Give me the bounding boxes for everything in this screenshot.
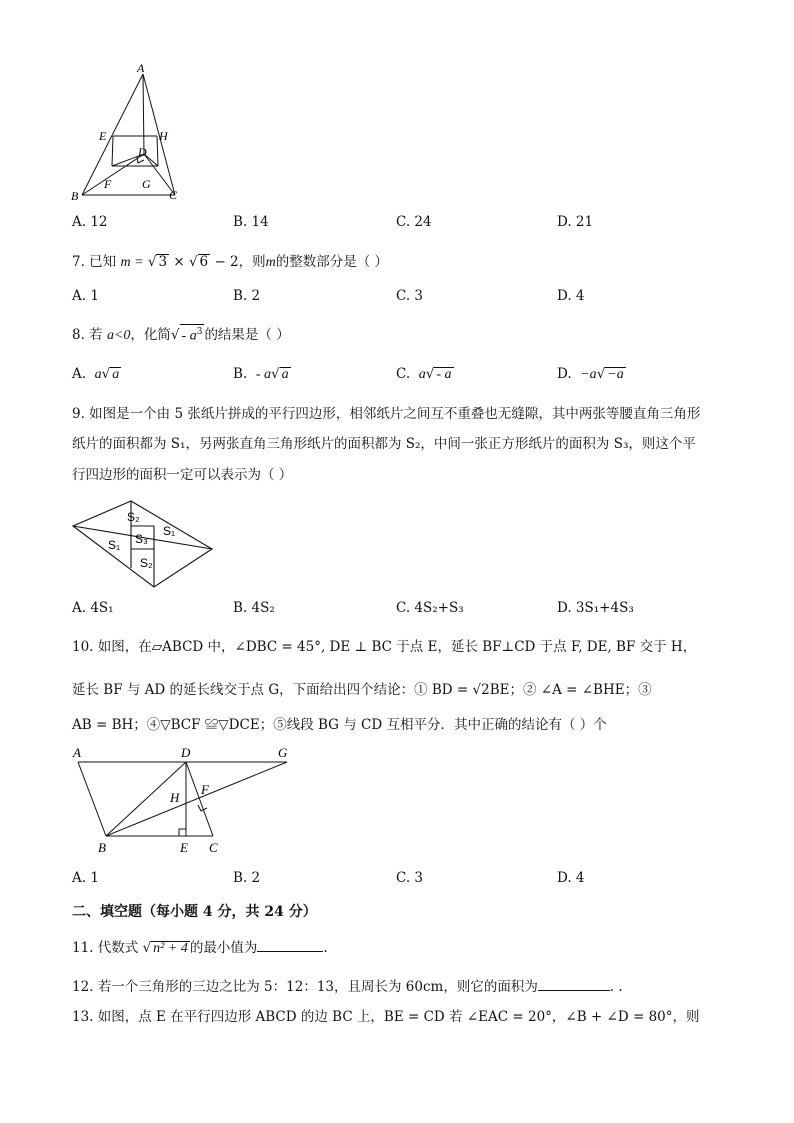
q11-sqrt: √ n² + 4 [142,940,188,956]
label-A: A [73,745,81,760]
q8-cond: a<0 [106,328,131,343]
label-B: B [71,189,79,203]
q7-sqrt-b: √ 6 [188,254,209,270]
label-s2-top: S₂ [127,510,140,524]
q8-stem [72,323,290,344]
label-s1-right: S₁ [163,524,176,538]
label-s2-bottom: S₂ [140,556,153,570]
q11-answer-blank[interactable] [257,939,323,952]
label-G: G [278,745,288,760]
q10-line1: 10. 如图，在▱ABCD 中，∠DBC = 45°, DE ⊥ BC 于点 E，延长 BF⊥CD 于点 F, DE, BF 交于 H， [72,639,697,655]
q6-option-a: A. 12 [72,214,108,230]
q11-stem: 11. 代数式 √ n² + 4 的最小值为 . [72,940,328,956]
q8-option-d: D. −a√ −a [557,366,624,382]
q7-expr-lhs: m = [120,255,144,270]
q7-option-a: A. 1 [72,288,99,304]
q8-option-c: C. a√ - a [396,366,452,382]
figure-q9-parallelogram [70,498,216,590]
q13-stem: 13. 如图，点 E 在平行四边形 ABCD 的边 BC 上，BE = CD 若 ∠EAC = 20°，∠B + ∠D = 80°，则 [72,1009,700,1025]
q7-stem [72,250,388,271]
label-s3: S₃ [135,532,148,546]
q7-stem-end: 的整数部分是（ ） [275,254,389,270]
q8-option-a: A. a√ a [72,366,120,382]
q10-option-c: C. 3 [396,870,424,886]
q12-answer-blank[interactable] [538,978,610,991]
q7-option-d: D. 4 [557,288,585,304]
label-F: F [201,782,209,797]
label-E: E [99,129,107,143]
figure-q10-parallelogram [70,740,302,860]
q7-times: × [173,254,185,270]
label-E: E [180,840,188,855]
label-A: A [137,61,145,75]
q10-line3: AB = BH；④▽BCF ≌▽DCE；⑤线段 BG 与 CD 互相平分．其中正确的结论有（ ）个 [72,717,607,733]
q6-option-c: C. 24 [396,214,432,230]
q7-var: m [265,255,276,270]
label-B: B [98,840,106,855]
q9-line1: 9. 如图是一个由 5 张纸片拼成的平行四边形，相邻纸片之间互不重叠也无缝隙，其中两张等腰直角三角形 [72,406,701,422]
q10-option-b: B. 2 [233,870,261,886]
q9-option-d: D. 3S₁+4S₃ [557,600,634,616]
q9-option-a: A. 4S₁ [72,600,114,616]
label-C: C [169,188,178,202]
q12-stem: 12. 若一个三角形的三边之比为 5：12：13，且周长为 60cm，则它的面积为 . . [72,979,623,995]
q10-line2: 延长 BF 与 AD 的延长线交于点 G，下面给出四个结论：① BD = √2BE；② ∠A = ∠BHE；③ [72,682,652,698]
q7-stem-before: 7. 已知 [72,254,117,270]
section-heading: 二、填空题（每小题 4 分，共 24 分） [72,904,317,920]
q9-option-b: B. 4S₂ [233,600,275,616]
q7-sqrt-a: √ 3 [147,254,168,270]
label-D: D [138,145,147,159]
q9-line3: 行四边形的面积一定可以表示为（ ） [72,467,293,483]
label-G: G [142,177,151,191]
label-s1-left: S₁ [108,538,121,552]
q8-option-b: B. - a√ a [233,366,289,382]
q7-option-b: B. 2 [233,288,261,304]
q10-option-d: D. 4 [557,870,585,886]
q6-option-d: D. 21 [557,214,594,230]
label-H: H [170,790,180,805]
q9-option-c: C. 4S₂+S₃ [396,600,464,616]
q7-minus: − 2 [214,254,239,270]
q8-stem-end: 的结果是（ ） [204,327,290,343]
q8-stem-mid: ，化简 [130,327,171,343]
figure-q6-pyramid [66,60,196,205]
q10-option-a: A. 1 [72,870,99,886]
q6-option-b: B. 14 [233,214,269,230]
q7-option-c: C. 3 [396,288,424,304]
q9-line2: 纸片的面积都为 S₁，另两张直角三角形纸片的面积都为 S₂，中间一张正方形纸片的面积为 S₃，则这个平 [72,436,696,452]
q7-stem-after: ，则 [238,254,266,270]
label-C: C [209,840,218,855]
label-H: H [159,129,168,143]
label-D: D [181,745,191,760]
q8-stem-before: 8. 若 [72,327,103,343]
label-F: F [104,177,112,191]
q8-sqrt: √ - $a^3$ [171,327,205,343]
